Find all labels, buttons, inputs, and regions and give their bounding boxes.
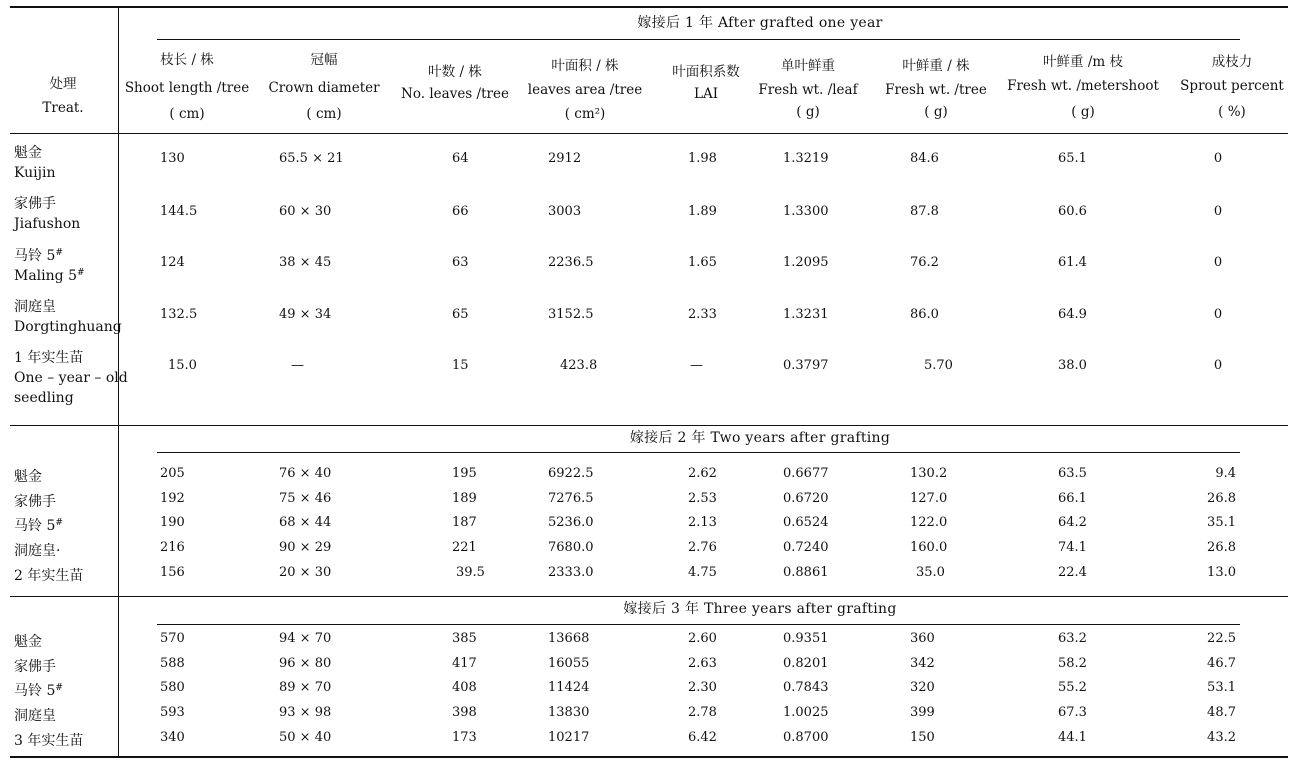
- column-header-cn-7: 叶鲜重 /m 枝: [1043, 54, 1123, 70]
- column-unit-1: ( cm): [306, 106, 342, 122]
- column-header-en-4: LAI: [693, 86, 719, 102]
- cell-s3-r2-c6: 320: [910, 680, 935, 695]
- cell-s2-r4-c5: 0.8861: [783, 565, 829, 580]
- cell-s2-r4-c1: 20 × 30: [279, 565, 332, 580]
- row-label-s2-2: 马铃 5#: [14, 518, 63, 534]
- label-superscript: #: [76, 268, 85, 278]
- row-label-s1-3-0: 洞庭皇: [14, 299, 56, 315]
- cell-s3-r1-c4: 2.63: [688, 656, 717, 671]
- row-label-s1-0-0: 魁金: [14, 145, 42, 161]
- cell-s3-r1-c8: 46.7: [1207, 656, 1236, 671]
- cell-s1-r3-c8: 0: [1213, 307, 1223, 322]
- cell-s1-r4-c7: 38.0: [1058, 358, 1087, 373]
- cell-s1-r4-c6: 5.70: [924, 358, 953, 373]
- cell-s3-r2-c5: 0.7843: [783, 680, 829, 695]
- data-table: [10, 6, 1288, 758]
- cell-s1-r0-c7: 65.1: [1058, 151, 1087, 166]
- cell-s1-r1-c2: 66: [452, 204, 469, 219]
- cell-s3-r4-c7: 44.1: [1058, 730, 1087, 745]
- column-unit-7: ( g): [1071, 104, 1095, 120]
- row-label-s2-1: 家佛手: [14, 494, 56, 510]
- row-label-s2-3: 洞庭皇·: [14, 543, 61, 559]
- cell-s3-r3-c3: 13830: [548, 705, 590, 720]
- cell-s2-r3-c4: 2.76: [688, 540, 717, 555]
- cell-s1-r3-c3: 3152.5: [548, 307, 594, 322]
- label-superscript: #: [55, 683, 63, 693]
- cell-s3-r1-c2: 417: [452, 656, 477, 671]
- cell-s2-r3-c8: 26.8: [1207, 540, 1236, 555]
- column-header-en-5: Fresh wt. /leaf: [758, 82, 858, 98]
- column-header-en-1: Crown diameter: [268, 80, 380, 96]
- cell-s2-r4-c8: 13.0: [1207, 565, 1236, 580]
- cell-s1-r3-c5: 1.3231: [783, 307, 829, 322]
- cell-s2-r0-c7: 63.5: [1058, 466, 1087, 481]
- cell-s1-r0-c1: 65.5 × 21: [279, 151, 344, 166]
- cell-s2-r2-c3: 5236.0: [548, 515, 594, 530]
- cell-s2-r3-c5: 0.7240: [783, 540, 829, 555]
- cell-s1-r3-c2: 65: [452, 307, 469, 322]
- cell-s1-r3-c6: 86.0: [910, 307, 939, 322]
- column-header-cn-2: 叶数 / 株: [428, 64, 482, 80]
- cell-s3-r3-c4: 2.78: [688, 705, 717, 720]
- row-label-s3-3: 洞庭皇: [14, 708, 56, 724]
- cell-s1-r1-c8: 0: [1213, 204, 1223, 219]
- cell-s1-r0-c4: 1.98: [688, 151, 717, 166]
- cell-s1-r4-c1: —: [291, 358, 304, 373]
- cell-s2-r4-c2: 39.5: [456, 565, 485, 580]
- row-label-s3-2: 马铃 5#: [14, 683, 63, 699]
- cell-s2-r3-c0: 216: [160, 540, 185, 555]
- cell-s2-r0-c6: 130.2: [910, 466, 948, 481]
- cell-s2-r0-c2: 195: [452, 466, 477, 481]
- cell-s1-r3-c7: 64.9: [1058, 307, 1087, 322]
- cell-s3-r1-c3: 16055: [548, 656, 590, 671]
- cell-s2-r0-c0: 205: [160, 466, 185, 481]
- cell-s2-r0-c4: 2.62: [688, 466, 717, 481]
- cell-s2-r1-c5: 0.6720: [783, 491, 829, 506]
- column-header-en-3: leaves area /tree: [527, 82, 643, 98]
- column-header-en-0: Shoot length /tree: [124, 80, 250, 96]
- row-label-s1-1-0: 家佛手: [14, 196, 56, 212]
- cell-s2-r2-c1: 68 × 44: [279, 515, 332, 530]
- cell-s3-r2-c3: 11424: [548, 680, 590, 695]
- cell-s3-r0-c0: 570: [160, 631, 185, 646]
- table-top-rule: [10, 6, 1288, 8]
- column-unit-3: ( cm²): [564, 106, 606, 122]
- cell-s2-r2-c6: 122.0: [910, 515, 948, 530]
- row-label-s3-1: 家佛手: [14, 659, 56, 675]
- cell-s3-r4-c0: 340: [160, 730, 185, 745]
- cell-s3-r2-c8: 53.1: [1207, 680, 1236, 695]
- cell-s1-r0-c8: 0: [1213, 151, 1223, 166]
- cell-s2-r1-c8: 26.8: [1207, 491, 1236, 506]
- cell-s3-r3-c5: 1.0025: [783, 705, 829, 720]
- cell-s2-r3-c7: 74.1: [1058, 540, 1087, 555]
- column-unit-8: ( %): [1218, 104, 1246, 120]
- row-label-s1-0-1: Kuijin: [14, 165, 56, 181]
- cell-s1-r2-c2: 63: [452, 255, 469, 270]
- column-header-cn-8: 成枝力: [1211, 54, 1253, 70]
- cell-s3-r0-c4: 2.60: [688, 631, 717, 646]
- column-unit-6: ( g): [924, 104, 948, 120]
- cell-s2-r3-c6: 160.0: [910, 540, 948, 555]
- cell-s1-r4-c8: 0: [1213, 358, 1223, 373]
- row-label-s1-2-1: Maling 5#: [14, 268, 85, 284]
- row-label-s1-3-1: Dorgtinghuang: [14, 319, 122, 335]
- cell-s1-r1-c6: 87.8: [910, 204, 939, 219]
- cell-s3-r0-c1: 94 × 70: [279, 631, 332, 646]
- row-label-s2-0: 魁金: [14, 469, 42, 485]
- cell-s2-r4-c4: 4.75: [688, 565, 717, 580]
- cell-s1-r2-c0: 124: [160, 255, 185, 270]
- treat-header-en: Treat.: [42, 100, 84, 116]
- cell-s2-r1-c1: 75 × 46: [279, 491, 332, 506]
- cell-s2-r3-c3: 7680.0: [548, 540, 594, 555]
- cell-s1-r0-c0: 130: [160, 151, 185, 166]
- cell-s3-r2-c4: 2.30: [688, 680, 717, 695]
- cell-s3-r0-c7: 63.2: [1058, 631, 1087, 646]
- row-label-s3-4: 3 年实生苗: [14, 733, 84, 749]
- cell-s2-r4-c0: 156: [160, 565, 185, 580]
- cell-s1-r1-c5: 1.3300: [783, 204, 829, 219]
- cell-s1-r1-c0: 144.5: [160, 204, 198, 219]
- cell-s2-r1-c6: 127.0: [910, 491, 948, 506]
- cell-s1-r1-c1: 60 × 30: [279, 204, 332, 219]
- cell-s2-r2-c4: 2.13: [688, 515, 717, 530]
- cell-s1-r4-c3: 423.8: [560, 358, 598, 373]
- cell-s2-r1-c3: 7276.5: [548, 491, 594, 506]
- cell-s3-r3-c7: 67.3: [1058, 705, 1087, 720]
- section-title-2: 嫁接后 2 年 Two years after grafting: [629, 430, 891, 446]
- cell-s1-r4-c5: 0.3797: [783, 358, 829, 373]
- cell-s3-r2-c0: 580: [160, 680, 185, 695]
- section-title-3: 嫁接后 3 年 Three years after grafting: [623, 601, 897, 617]
- cell-s2-r1-c7: 66.1: [1058, 491, 1087, 506]
- column-header-en-8: Sprout percent: [1180, 78, 1284, 94]
- column-header-en-7: Fresh wt. /metershoot: [1007, 78, 1159, 94]
- cell-s3-r2-c2: 408: [452, 680, 477, 695]
- section-separator-3: [10, 596, 1288, 597]
- cell-s3-r3-c0: 593: [160, 705, 185, 720]
- row-label-s2-4: 2 年实生苗: [14, 568, 84, 584]
- column-header-cn-1: 冠幅: [310, 52, 338, 68]
- section-title-1: 嫁接后 1 年 After grafted one year: [637, 15, 883, 31]
- cell-s2-r2-c0: 190: [160, 515, 185, 530]
- row-label-s1-4-1: One – year – old: [14, 370, 128, 386]
- cell-s2-r2-c2: 187: [452, 515, 477, 530]
- section-header-rule-1: [157, 39, 1240, 40]
- cell-s3-r0-c3: 13668: [548, 631, 590, 646]
- section-separator-2: [10, 425, 1288, 426]
- row-label-s1-4-0: 1 年实生苗: [14, 350, 84, 366]
- column-unit-5: ( g): [796, 104, 820, 120]
- cell-s2-r4-c6: 35.0: [916, 565, 945, 580]
- column-header-en-6: Fresh wt. /tree: [885, 82, 987, 98]
- cell-s1-r2-c1: 38 × 45: [279, 255, 332, 270]
- column-header-rule: [10, 133, 1288, 134]
- cell-s1-r4-c4: —: [690, 358, 703, 373]
- cell-s3-r4-c1: 50 × 40: [279, 730, 332, 745]
- row-label-s1-2-0: 马铃 5#: [14, 248, 63, 264]
- cell-s2-r0-c8: 9.4: [1215, 466, 1236, 481]
- cell-s3-r0-c2: 385: [452, 631, 477, 646]
- cell-s1-r1-c4: 1.89: [688, 204, 717, 219]
- cell-s1-r2-c3: 2236.5: [548, 255, 594, 270]
- cell-s3-r0-c5: 0.9351: [783, 631, 829, 646]
- row-label-s1-1-1: Jiafushon: [14, 216, 81, 232]
- cell-s1-r0-c2: 64: [452, 151, 469, 166]
- cell-s1-r2-c5: 1.2095: [783, 255, 829, 270]
- cell-s3-r4-c5: 0.8700: [783, 730, 829, 745]
- row-label-s1-4-2: seedling: [14, 390, 74, 406]
- column-header-cn-3: 叶面积 / 株: [551, 58, 619, 74]
- cell-s3-r1-c5: 0.8201: [783, 656, 829, 671]
- cell-s1-r1-c3: 3003: [548, 204, 582, 219]
- label-superscript: #: [55, 248, 63, 258]
- table-bottom-rule: [10, 756, 1288, 758]
- cell-s2-r1-c0: 192: [160, 491, 185, 506]
- section-header-rule-2: [157, 452, 1240, 453]
- cell-s3-r4-c2: 173: [452, 730, 477, 745]
- cell-s1-r3-c1: 49 × 34: [279, 307, 332, 322]
- cell-s2-r0-c1: 76 × 40: [279, 466, 332, 481]
- cell-s3-r3-c8: 48.7: [1207, 705, 1236, 720]
- treat-header-cn: 处理: [49, 76, 77, 92]
- cell-s3-r1-c6: 342: [910, 656, 935, 671]
- cell-s1-r0-c6: 84.6: [910, 151, 939, 166]
- cell-s3-r4-c8: 43.2: [1207, 730, 1236, 745]
- cell-s2-r3-c1: 90 × 29: [279, 540, 332, 555]
- cell-s3-r3-c6: 399: [910, 705, 935, 720]
- cell-s3-r1-c0: 588: [160, 656, 185, 671]
- cell-s2-r1-c4: 2.53: [688, 491, 717, 506]
- cell-s3-r2-c1: 89 × 70: [279, 680, 332, 695]
- column-unit-0: ( cm): [169, 106, 205, 122]
- cell-s3-r2-c7: 55.2: [1058, 680, 1087, 695]
- label-superscript: #: [55, 518, 63, 528]
- cell-s3-r0-c6: 360: [910, 631, 935, 646]
- section-header-rule-3: [157, 624, 1240, 625]
- cell-s2-r1-c2: 189: [452, 491, 477, 506]
- cell-s3-r1-c7: 58.2: [1058, 656, 1087, 671]
- column-header-cn-6: 叶鲜重 / 株: [902, 58, 970, 74]
- cell-s2-r3-c2: 221: [452, 540, 477, 555]
- cell-s2-r2-c8: 35.1: [1207, 515, 1236, 530]
- cell-s2-r2-c5: 0.6524: [783, 515, 829, 530]
- cell-s3-r3-c1: 93 × 98: [279, 705, 332, 720]
- cell-s3-r4-c3: 10217: [548, 730, 590, 745]
- column-header-cn-0: 枝长 / 株: [160, 52, 214, 68]
- cell-s1-r1-c7: 60.6: [1058, 204, 1087, 219]
- cell-s1-r4-c0: 15.0: [168, 358, 197, 373]
- cell-s3-r4-c4: 6.42: [688, 730, 717, 745]
- cell-s1-r2-c4: 1.65: [688, 255, 717, 270]
- cell-s1-r3-c0: 132.5: [160, 307, 198, 322]
- cell-s2-r0-c5: 0.6677: [783, 466, 829, 481]
- cell-s1-r0-c3: 2912: [548, 151, 582, 166]
- column-header-cn-4: 叶面积系数: [672, 64, 740, 80]
- cell-s1-r2-c7: 61.4: [1058, 255, 1087, 270]
- cell-s3-r4-c6: 150: [910, 730, 935, 745]
- cell-s2-r4-c3: 2333.0: [548, 565, 594, 580]
- cell-s2-r2-c7: 64.2: [1058, 515, 1087, 530]
- cell-s1-r2-c8: 0: [1213, 255, 1223, 270]
- cell-s1-r4-c2: 15: [452, 358, 469, 373]
- cell-s1-r0-c5: 1.3219: [783, 151, 829, 166]
- cell-s2-r0-c3: 6922.5: [548, 466, 594, 481]
- column-header-cn-5: 单叶鲜重: [781, 58, 835, 74]
- cell-s2-r4-c7: 22.4: [1058, 565, 1087, 580]
- cell-s3-r1-c1: 96 × 80: [279, 656, 332, 671]
- row-label-s3-0: 魁金: [14, 634, 42, 650]
- cell-s1-r2-c6: 76.2: [910, 255, 939, 270]
- cell-s3-r3-c2: 398: [452, 705, 477, 720]
- cell-s1-r3-c4: 2.33: [688, 307, 717, 322]
- column-header-en-2: No. leaves /tree: [401, 86, 509, 102]
- cell-s3-r0-c8: 22.5: [1207, 631, 1236, 646]
